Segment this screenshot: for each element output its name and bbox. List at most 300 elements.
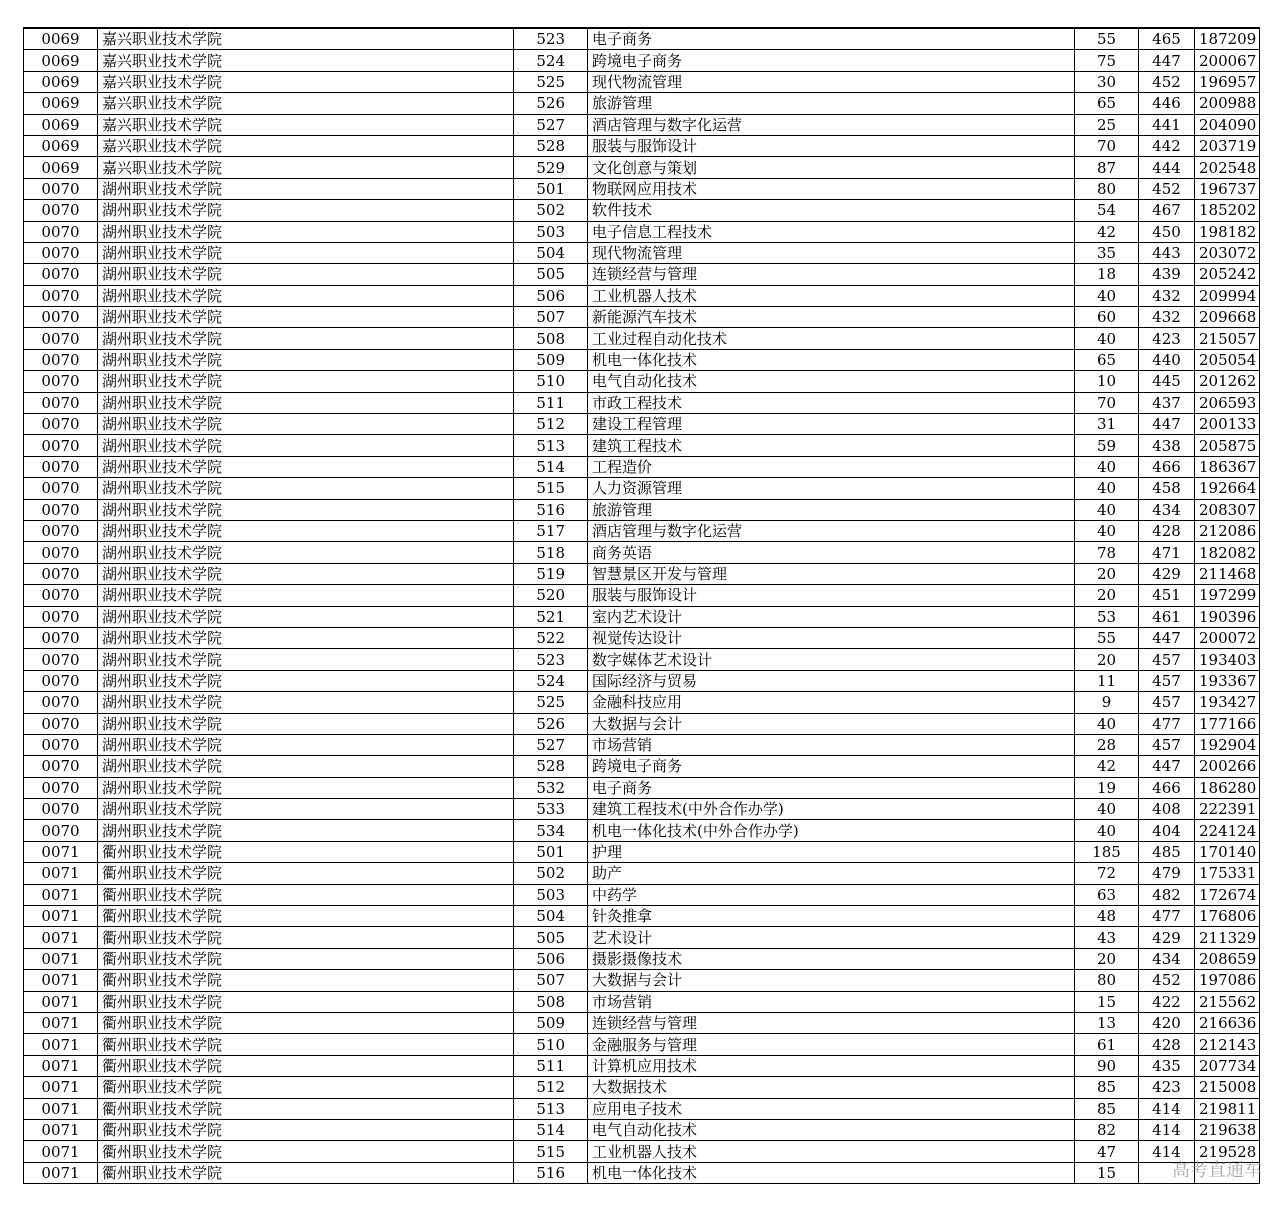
min-score-cell: 414 — [1139, 1141, 1195, 1162]
table-row — [24, 28, 1260, 50]
school-name-cell: 湖州职业技术学院 — [98, 307, 514, 328]
school-code-cell: 0071 — [24, 1119, 98, 1140]
school-code-cell: 0070 — [24, 242, 98, 263]
table-row — [24, 221, 1260, 242]
major-name-cell: 服装与服饰设计 — [588, 585, 1075, 606]
min-rank-cell: 205054 — [1195, 349, 1260, 370]
min-score-cell: 423 — [1139, 1077, 1195, 1098]
min-score-cell: 447 — [1139, 414, 1195, 435]
plan-count-cell: 20 — [1075, 585, 1139, 606]
min-score-cell: 457 — [1139, 734, 1195, 755]
plan-count-cell: 40 — [1075, 799, 1139, 820]
plan-count-cell: 85 — [1075, 1077, 1139, 1098]
school-code-cell: 0069 — [24, 114, 98, 135]
school-name-cell: 衢州职业技术学院 — [98, 1034, 514, 1055]
major-name-cell: 电子商务 — [588, 777, 1075, 798]
major-code-cell: 503 — [514, 221, 588, 242]
school-code-cell: 0070 — [24, 221, 98, 242]
school-name-cell: 衢州职业技术学院 — [98, 1077, 514, 1098]
min-score-cell: 447 — [1139, 50, 1195, 71]
major-code-cell: 529 — [514, 157, 588, 178]
min-rank-cell: 193427 — [1195, 692, 1260, 713]
major-name-cell: 机电一体化技术 — [588, 1162, 1075, 1183]
school-name-cell: 嘉兴职业技术学院 — [98, 114, 514, 135]
min-score-cell: 442 — [1139, 135, 1195, 156]
school-code-cell: 0071 — [24, 1098, 98, 1119]
min-score-cell: 432 — [1139, 285, 1195, 306]
plan-count-cell: 65 — [1075, 93, 1139, 114]
min-score-cell: 444 — [1139, 157, 1195, 178]
table-row — [24, 414, 1260, 435]
table-row — [24, 499, 1260, 520]
major-code-cell: 513 — [514, 1098, 588, 1119]
major-name-cell: 国际经济与贸易 — [588, 670, 1075, 691]
school-name-cell: 嘉兴职业技术学院 — [98, 93, 514, 114]
school-code-cell: 0070 — [24, 756, 98, 777]
plan-count-cell: 80 — [1075, 178, 1139, 199]
major-name-cell: 工业机器人技术 — [588, 1141, 1075, 1162]
major-code-cell: 502 — [514, 200, 588, 221]
table-row — [24, 456, 1260, 477]
school-code-cell: 0070 — [24, 777, 98, 798]
school-name-cell: 湖州职业技术学院 — [98, 285, 514, 306]
plan-count-cell: 82 — [1075, 1119, 1139, 1140]
school-code-cell: 0070 — [24, 520, 98, 541]
table-row — [24, 1162, 1260, 1183]
major-code-cell: 519 — [514, 563, 588, 584]
plan-count-cell: 11 — [1075, 670, 1139, 691]
min-rank-cell: 187209 — [1195, 28, 1260, 50]
major-code-cell: 528 — [514, 756, 588, 777]
min-score-cell: 451 — [1139, 585, 1195, 606]
min-score-cell: 428 — [1139, 520, 1195, 541]
school-name-cell: 湖州职业技术学院 — [98, 756, 514, 777]
major-code-cell: 515 — [514, 1141, 588, 1162]
table-row — [24, 1034, 1260, 1055]
min-score-cell: 437 — [1139, 392, 1195, 413]
school-code-cell: 0069 — [24, 71, 98, 92]
school-code-cell: 0071 — [24, 1034, 98, 1055]
school-code-cell: 0070 — [24, 456, 98, 477]
plan-count-cell: 53 — [1075, 606, 1139, 627]
major-code-cell: 521 — [514, 606, 588, 627]
school-code-cell: 0070 — [24, 285, 98, 306]
min-score-cell: 443 — [1139, 242, 1195, 263]
school-name-cell: 衢州职业技术学院 — [98, 927, 514, 948]
major-code-cell: 501 — [514, 178, 588, 199]
school-code-cell: 0071 — [24, 1012, 98, 1033]
min-score-cell: 479 — [1139, 863, 1195, 884]
min-score-cell: 458 — [1139, 478, 1195, 499]
major-name-cell: 大数据与会计 — [588, 713, 1075, 734]
major-code-cell: 510 — [514, 371, 588, 392]
major-code-cell: 520 — [514, 585, 588, 606]
major-code-cell: 524 — [514, 50, 588, 71]
school-code-cell: 0070 — [24, 820, 98, 841]
min-score-cell: 452 — [1139, 970, 1195, 991]
major-name-cell: 金融科技应用 — [588, 692, 1075, 713]
min-score-cell: 482 — [1139, 884, 1195, 905]
major-code-cell: 533 — [514, 799, 588, 820]
min-score-cell: 457 — [1139, 649, 1195, 670]
major-code-cell: 504 — [514, 906, 588, 927]
major-code-cell: 512 — [514, 414, 588, 435]
major-name-cell: 大数据与会计 — [588, 970, 1075, 991]
school-code-cell: 0070 — [24, 200, 98, 221]
major-name-cell: 计算机应用技术 — [588, 1055, 1075, 1076]
plan-count-cell: 40 — [1075, 478, 1139, 499]
school-code-cell: 0070 — [24, 392, 98, 413]
school-name-cell: 湖州职业技术学院 — [98, 178, 514, 199]
min-score-cell: 435 — [1139, 1055, 1195, 1076]
plan-count-cell: 30 — [1075, 71, 1139, 92]
school-code-cell: 0070 — [24, 307, 98, 328]
school-name-cell: 湖州职业技术学院 — [98, 563, 514, 584]
table-row — [24, 157, 1260, 178]
school-code-cell: 0069 — [24, 135, 98, 156]
plan-count-cell: 28 — [1075, 734, 1139, 755]
major-code-cell: 507 — [514, 970, 588, 991]
table-row — [24, 970, 1260, 991]
school-code-cell: 0070 — [24, 649, 98, 670]
major-code-cell: 523 — [514, 649, 588, 670]
school-name-cell: 衢州职业技术学院 — [98, 1012, 514, 1033]
table-row — [24, 542, 1260, 563]
school-name-cell: 湖州职业技术学院 — [98, 777, 514, 798]
school-name-cell: 湖州职业技术学院 — [98, 478, 514, 499]
school-code-cell: 0070 — [24, 371, 98, 392]
min-score-cell: 466 — [1139, 456, 1195, 477]
major-name-cell: 针灸推拿 — [588, 906, 1075, 927]
school-code-cell: 0070 — [24, 627, 98, 648]
major-name-cell: 现代物流管理 — [588, 71, 1075, 92]
min-rank-cell: 204090 — [1195, 114, 1260, 135]
min-score-cell: 404 — [1139, 820, 1195, 841]
min-rank-cell: 192664 — [1195, 478, 1260, 499]
plan-count-cell: 15 — [1075, 991, 1139, 1012]
min-rank-cell: 193403 — [1195, 649, 1260, 670]
min-rank-cell: 216636 — [1195, 1012, 1260, 1033]
min-score-cell: 447 — [1139, 627, 1195, 648]
school-name-cell: 湖州职业技术学院 — [98, 520, 514, 541]
table-row — [24, 948, 1260, 969]
school-name-cell: 湖州职业技术学院 — [98, 585, 514, 606]
major-name-cell: 助产 — [588, 863, 1075, 884]
major-name-cell: 应用电子技术 — [588, 1098, 1075, 1119]
table-row — [24, 307, 1260, 328]
school-code-cell: 0071 — [24, 863, 98, 884]
school-name-cell: 衢州职业技术学院 — [98, 1055, 514, 1076]
min-score-cell: 477 — [1139, 906, 1195, 927]
table-row — [24, 200, 1260, 221]
min-rank-cell: 200988 — [1195, 93, 1260, 114]
min-rank-cell: 186367 — [1195, 456, 1260, 477]
major-name-cell: 建筑工程技术(中外合作办学) — [588, 799, 1075, 820]
table-row — [24, 563, 1260, 584]
major-code-cell: 517 — [514, 520, 588, 541]
admission-score-table — [23, 27, 1260, 1184]
school-code-cell: 0071 — [24, 1077, 98, 1098]
plan-count-cell: 40 — [1075, 285, 1139, 306]
min-rank-cell: 202548 — [1195, 157, 1260, 178]
school-code-cell: 0070 — [24, 606, 98, 627]
major-name-cell: 连锁经营与管理 — [588, 264, 1075, 285]
min-rank-cell: 197299 — [1195, 585, 1260, 606]
major-name-cell: 服装与服饰设计 — [588, 135, 1075, 156]
school-code-cell: 0071 — [24, 906, 98, 927]
school-code-cell: 0071 — [24, 884, 98, 905]
school-code-cell: 0070 — [24, 713, 98, 734]
major-code-cell: 514 — [514, 456, 588, 477]
table-row — [24, 991, 1260, 1012]
major-code-cell: 507 — [514, 307, 588, 328]
table-row — [24, 349, 1260, 370]
plan-count-cell: 85 — [1075, 1098, 1139, 1119]
min-score-cell: 461 — [1139, 606, 1195, 627]
school-code-cell: 0070 — [24, 542, 98, 563]
plan-count-cell: 61 — [1075, 1034, 1139, 1055]
plan-count-cell: 48 — [1075, 906, 1139, 927]
min-score-cell: 414 — [1139, 1119, 1195, 1140]
major-code-cell: 509 — [514, 349, 588, 370]
table-row — [24, 50, 1260, 71]
school-name-cell: 衢州职业技术学院 — [98, 991, 514, 1012]
school-name-cell: 衢州职业技术学院 — [98, 884, 514, 905]
major-code-cell: 514 — [514, 1119, 588, 1140]
major-name-cell: 电气自动化技术 — [588, 1119, 1075, 1140]
school-name-cell: 衢州职业技术学院 — [98, 841, 514, 862]
major-name-cell: 视觉传达设计 — [588, 627, 1075, 648]
table-row — [24, 264, 1260, 285]
school-code-cell: 0071 — [24, 948, 98, 969]
table-row — [24, 1119, 1260, 1140]
min-score-cell: 423 — [1139, 328, 1195, 349]
min-score-cell: 414 — [1139, 1098, 1195, 1119]
school-name-cell: 衢州职业技术学院 — [98, 906, 514, 927]
school-code-cell: 0070 — [24, 478, 98, 499]
major-code-cell: 509 — [514, 1012, 588, 1033]
major-code-cell: 527 — [514, 734, 588, 755]
min-score-cell: 441 — [1139, 114, 1195, 135]
major-code-cell: 506 — [514, 285, 588, 306]
min-rank-cell: 211468 — [1195, 563, 1260, 584]
min-score-cell: 434 — [1139, 499, 1195, 520]
school-name-cell: 湖州职业技术学院 — [98, 200, 514, 221]
min-rank-cell: 186280 — [1195, 777, 1260, 798]
min-rank-cell: 170140 — [1195, 841, 1260, 862]
major-name-cell: 酒店管理与数字化运营 — [588, 114, 1075, 135]
table-row — [24, 478, 1260, 499]
table-row — [24, 884, 1260, 905]
school-name-cell: 嘉兴职业技术学院 — [98, 157, 514, 178]
school-code-cell: 0071 — [24, 1141, 98, 1162]
school-name-cell: 湖州职业技术学院 — [98, 799, 514, 820]
school-code-cell: 0070 — [24, 585, 98, 606]
school-name-cell: 湖州职业技术学院 — [98, 435, 514, 456]
major-code-cell: 534 — [514, 820, 588, 841]
table-row — [24, 756, 1260, 777]
table-body — [24, 28, 1260, 1184]
min-score-cell: 447 — [1139, 756, 1195, 777]
min-rank-cell: 205242 — [1195, 264, 1260, 285]
min-rank-cell: 206593 — [1195, 392, 1260, 413]
major-name-cell: 护理 — [588, 841, 1075, 862]
min-rank-cell: 224124 — [1195, 820, 1260, 841]
plan-count-cell: 40 — [1075, 328, 1139, 349]
plan-count-cell: 15 — [1075, 1162, 1139, 1183]
table-row — [24, 371, 1260, 392]
min-score-cell: 439 — [1139, 264, 1195, 285]
min-score-cell: 429 — [1139, 563, 1195, 584]
school-name-cell: 嘉兴职业技术学院 — [98, 50, 514, 71]
school-code-cell: 0070 — [24, 264, 98, 285]
min-rank-cell: 200266 — [1195, 756, 1260, 777]
min-score-cell: 485 — [1139, 841, 1195, 862]
table-row — [24, 670, 1260, 691]
plan-count-cell: 72 — [1075, 863, 1139, 884]
major-name-cell: 电气自动化技术 — [588, 371, 1075, 392]
min-rank-cell: 222391 — [1195, 799, 1260, 820]
table-row — [24, 606, 1260, 627]
plan-count-cell: 9 — [1075, 692, 1139, 713]
school-name-cell: 衢州职业技术学院 — [98, 1162, 514, 1183]
min-rank-cell: 207734 — [1195, 1055, 1260, 1076]
school-name-cell: 湖州职业技术学院 — [98, 264, 514, 285]
min-rank-cell: 192904 — [1195, 734, 1260, 755]
min-rank-cell: 212086 — [1195, 520, 1260, 541]
min-score-cell: 445 — [1139, 371, 1195, 392]
min-rank-cell: 208307 — [1195, 499, 1260, 520]
major-code-cell: 510 — [514, 1034, 588, 1055]
table-row — [24, 71, 1260, 92]
major-code-cell: 522 — [514, 627, 588, 648]
school-code-cell: 0069 — [24, 93, 98, 114]
school-name-cell: 衢州职业技术学院 — [98, 1098, 514, 1119]
school-name-cell: 湖州职业技术学院 — [98, 670, 514, 691]
min-score-cell: 440 — [1139, 349, 1195, 370]
table-row — [24, 820, 1260, 841]
table-row — [24, 649, 1260, 670]
major-name-cell: 电子商务 — [588, 28, 1075, 50]
table-row — [24, 114, 1260, 135]
major-code-cell: 515 — [514, 478, 588, 499]
table-row — [24, 178, 1260, 199]
school-name-cell: 湖州职业技术学院 — [98, 349, 514, 370]
plan-count-cell: 90 — [1075, 1055, 1139, 1076]
plan-count-cell: 63 — [1075, 884, 1139, 905]
school-name-cell: 衢州职业技术学院 — [98, 1141, 514, 1162]
school-code-cell: 0070 — [24, 670, 98, 691]
major-code-cell: 501 — [514, 841, 588, 862]
table-row — [24, 135, 1260, 156]
min-score-cell: 467 — [1139, 200, 1195, 221]
school-code-cell: 0069 — [24, 157, 98, 178]
major-name-cell: 智慧景区开发与管理 — [588, 563, 1075, 584]
min-score-cell: 466 — [1139, 777, 1195, 798]
major-code-cell: 508 — [514, 328, 588, 349]
min-rank-cell: 219528 — [1195, 1141, 1260, 1162]
major-name-cell: 旅游管理 — [588, 499, 1075, 520]
major-code-cell: 508 — [514, 991, 588, 1012]
major-name-cell: 工业过程自动化技术 — [588, 328, 1075, 349]
school-code-cell: 0070 — [24, 178, 98, 199]
major-code-cell: 513 — [514, 435, 588, 456]
plan-count-cell: 54 — [1075, 200, 1139, 221]
min-rank-cell: 200133 — [1195, 414, 1260, 435]
plan-count-cell: 18 — [1075, 264, 1139, 285]
min-score-cell: 422 — [1139, 991, 1195, 1012]
major-name-cell: 旅游管理 — [588, 93, 1075, 114]
plan-count-cell: 59 — [1075, 435, 1139, 456]
min-score-cell: 408 — [1139, 799, 1195, 820]
school-name-cell: 衢州职业技术学院 — [98, 970, 514, 991]
table-row — [24, 1077, 1260, 1098]
school-code-cell: 0069 — [24, 28, 98, 50]
min-score-cell: 428 — [1139, 1034, 1195, 1055]
min-rank-cell: 196957 — [1195, 71, 1260, 92]
major-name-cell: 市政工程技术 — [588, 392, 1075, 413]
table-row — [24, 927, 1260, 948]
school-code-cell: 0071 — [24, 970, 98, 991]
major-code-cell: 512 — [514, 1077, 588, 1098]
school-code-cell: 0070 — [24, 692, 98, 713]
school-code-cell: 0071 — [24, 1162, 98, 1183]
major-name-cell: 摄影摄像技术 — [588, 948, 1075, 969]
major-code-cell: 511 — [514, 1055, 588, 1076]
min-rank-cell: 175331 — [1195, 863, 1260, 884]
major-code-cell: 504 — [514, 242, 588, 263]
plan-count-cell: 20 — [1075, 563, 1139, 584]
min-rank-cell: 200067 — [1195, 50, 1260, 71]
major-name-cell: 文化创意与策划 — [588, 157, 1075, 178]
school-name-cell: 湖州职业技术学院 — [98, 649, 514, 670]
school-code-cell: 0070 — [24, 349, 98, 370]
watermark-text: 高考直通车 — [1172, 1160, 1262, 1181]
table-row — [24, 328, 1260, 349]
major-name-cell: 软件技术 — [588, 200, 1075, 221]
school-name-cell: 湖州职业技术学院 — [98, 820, 514, 841]
school-name-cell: 衢州职业技术学院 — [98, 1119, 514, 1140]
min-score-cell: 446 — [1139, 93, 1195, 114]
min-score-cell: 434 — [1139, 948, 1195, 969]
min-score-cell: 471 — [1139, 542, 1195, 563]
plan-count-cell: 40 — [1075, 820, 1139, 841]
major-code-cell: 505 — [514, 927, 588, 948]
major-name-cell: 工业机器人技术 — [588, 285, 1075, 306]
min-rank-cell: 200072 — [1195, 627, 1260, 648]
major-code-cell: 506 — [514, 948, 588, 969]
min-rank-cell: 203719 — [1195, 135, 1260, 156]
min-score-cell: 465 — [1139, 28, 1195, 50]
school-name-cell: 嘉兴职业技术学院 — [98, 28, 514, 50]
table-row — [24, 777, 1260, 798]
plan-count-cell: 40 — [1075, 713, 1139, 734]
table-row — [24, 285, 1260, 306]
min-rank-cell: 190396 — [1195, 606, 1260, 627]
major-name-cell: 新能源汽车技术 — [588, 307, 1075, 328]
plan-count-cell: 35 — [1075, 242, 1139, 263]
plan-count-cell: 40 — [1075, 520, 1139, 541]
plan-count-cell: 43 — [1075, 927, 1139, 948]
major-code-cell: 528 — [514, 135, 588, 156]
min-rank-cell: 208659 — [1195, 948, 1260, 969]
plan-count-cell: 80 — [1075, 970, 1139, 991]
major-name-cell: 艺术设计 — [588, 927, 1075, 948]
table-row — [24, 1055, 1260, 1076]
table-row — [24, 841, 1260, 862]
plan-count-cell: 185 — [1075, 841, 1139, 862]
school-name-cell: 湖州职业技术学院 — [98, 606, 514, 627]
